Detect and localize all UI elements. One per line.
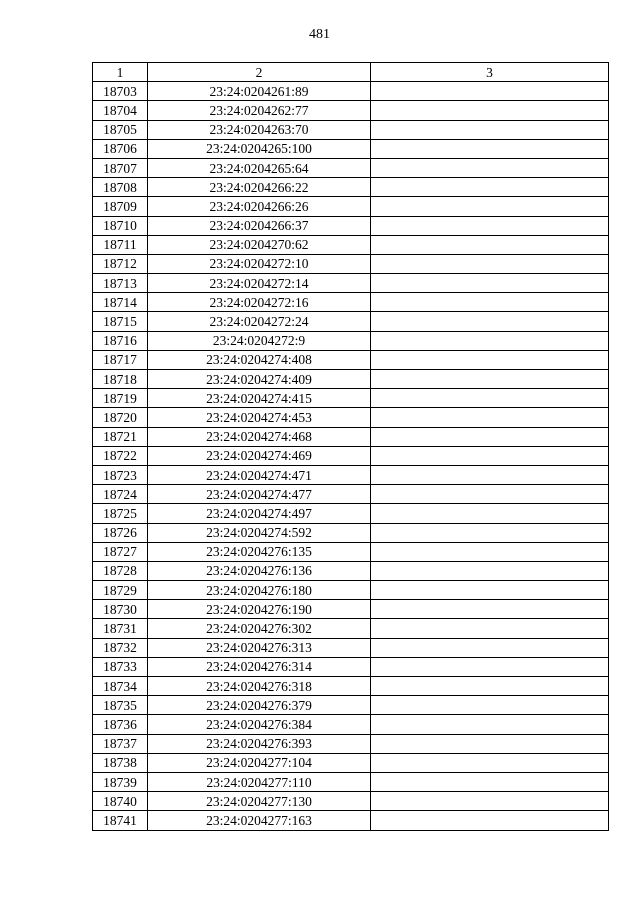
cell-number: 18717 [93,350,148,369]
cell-note [371,389,609,408]
cell-cadastral-id: 23:24:0204277:110 [148,772,371,791]
cell-note [371,619,609,638]
table-row [93,427,609,446]
cell-note [371,312,609,331]
cell-cadastral-id: 23:24:0204274:408 [148,350,371,369]
cell-number: 18736 [93,715,148,734]
table-row [93,389,609,408]
cell-note [371,178,609,197]
cell-cadastral-id: 23:24:0204274:471 [148,465,371,484]
table-row [93,465,609,484]
table-row [93,657,609,676]
table-row [93,696,609,715]
cell-note [371,696,609,715]
cell-note [371,811,609,830]
cell-cadastral-id: 23:24:0204274:468 [148,427,371,446]
cell-number: 18715 [93,312,148,331]
cell-number: 18741 [93,811,148,830]
table-row [93,197,609,216]
cell-number: 18740 [93,792,148,811]
cell-cadastral-id: 23:24:0204276:314 [148,657,371,676]
cell-number: 18719 [93,389,148,408]
cell-number: 18705 [93,120,148,139]
cell-number: 18737 [93,734,148,753]
table-row [93,139,609,158]
table-row [93,274,609,293]
cell-note [371,715,609,734]
cell-cadastral-id: 23:24:0204276:136 [148,561,371,580]
cell-note [371,158,609,177]
cell-note [371,523,609,542]
cell-cadastral-id: 23:24:0204276:384 [148,715,371,734]
cell-note [371,561,609,580]
cell-cadastral-id: 23:24:0204276:379 [148,696,371,715]
cell-number: 18734 [93,677,148,696]
page-number: 481 [309,27,330,42]
table-body [93,82,609,830]
cell-cadastral-id: 23:24:0204274:415 [148,389,371,408]
table-row [93,542,609,561]
cell-note [371,677,609,696]
cell-note [371,197,609,216]
table-row [93,638,609,657]
cell-cadastral-id: 23:24:0204265:100 [148,139,371,158]
table-row [93,811,609,830]
registry-table [92,62,609,831]
cell-cadastral-id: 23:24:0204276:190 [148,600,371,619]
cell-note [371,274,609,293]
cell-cadastral-id: 23:24:0204277:130 [148,792,371,811]
cell-note [371,734,609,753]
cell-cadastral-id: 23:24:0204274:469 [148,446,371,465]
cell-number: 18728 [93,561,148,580]
column-header-1: 1 [93,63,148,82]
table-row [93,734,609,753]
cell-cadastral-id: 23:24:0204274:497 [148,504,371,523]
table-row [93,677,609,696]
cell-note [371,792,609,811]
cell-note [371,370,609,389]
cell-number: 18703 [93,82,148,101]
cell-number: 18707 [93,158,148,177]
column-header-2: 2 [148,63,371,82]
table-row [93,600,609,619]
cell-cadastral-id: 23:24:0204276:180 [148,581,371,600]
table-row [93,753,609,772]
cell-note [371,753,609,772]
table-row [93,370,609,389]
cell-number: 18718 [93,370,148,389]
cell-number: 18724 [93,485,148,504]
table-row [93,350,609,369]
table-header [93,63,609,82]
table-row [93,158,609,177]
table-row [93,485,609,504]
cell-note [371,120,609,139]
cell-note [371,254,609,273]
cell-number: 18716 [93,331,148,350]
cell-note [371,600,609,619]
cell-note [371,235,609,254]
cell-cadastral-id: 23:24:0204276:302 [148,619,371,638]
cell-cadastral-id: 23:24:0204266:22 [148,178,371,197]
cell-cadastral-id: 23:24:0204263:70 [148,120,371,139]
cell-note [371,101,609,120]
table-row [93,82,609,101]
header-row [93,63,609,82]
cell-number: 18723 [93,465,148,484]
cell-cadastral-id: 23:24:0204272:10 [148,254,371,273]
cell-number: 18735 [93,696,148,715]
cell-cadastral-id: 23:24:0204266:37 [148,216,371,235]
cell-note [371,427,609,446]
table-row [93,331,609,350]
cell-number: 18704 [93,101,148,120]
cell-number: 18708 [93,178,148,197]
cell-cadastral-id: 23:24:0204276:313 [148,638,371,657]
table-row [93,772,609,791]
cell-cadastral-id: 23:24:0204270:62 [148,235,371,254]
cell-cadastral-id: 23:24:0204272:24 [148,312,371,331]
cell-cadastral-id: 23:24:0204274:592 [148,523,371,542]
cell-number: 18709 [93,197,148,216]
cell-note [371,216,609,235]
cell-cadastral-id: 23:24:0204276:135 [148,542,371,561]
cell-number: 18738 [93,753,148,772]
column-header-3: 3 [371,63,609,82]
table-row [93,216,609,235]
cell-number: 18727 [93,542,148,561]
table-row [93,235,609,254]
cell-number: 18711 [93,235,148,254]
cell-number: 18725 [93,504,148,523]
cell-cadastral-id: 23:24:0204272:14 [148,274,371,293]
cell-note [371,293,609,312]
table-row [93,101,609,120]
cell-note [371,772,609,791]
cell-note [371,446,609,465]
cell-cadastral-id: 23:24:0204277:104 [148,753,371,772]
cell-cadastral-id: 23:24:0204274:409 [148,370,371,389]
cell-cadastral-id: 23:24:0204266:26 [148,197,371,216]
cell-note [371,485,609,504]
cell-cadastral-id: 23:24:0204265:64 [148,158,371,177]
table-row [93,254,609,273]
cell-note [371,581,609,600]
cell-number: 18714 [93,293,148,312]
table-row [93,293,609,312]
cell-number: 18733 [93,657,148,676]
table-row [93,715,609,734]
cell-note [371,542,609,561]
cell-number: 18710 [93,216,148,235]
cell-note [371,82,609,101]
cell-cadastral-id: 23:24:0204261:89 [148,82,371,101]
cell-cadastral-id: 23:24:0204276:318 [148,677,371,696]
cell-note [371,657,609,676]
cell-number: 18729 [93,581,148,600]
table-row [93,581,609,600]
cell-number: 18726 [93,523,148,542]
cell-cadastral-id: 23:24:0204274:453 [148,408,371,427]
cell-cadastral-id: 23:24:0204276:393 [148,734,371,753]
table-row [93,178,609,197]
cell-number: 18732 [93,638,148,657]
cell-number: 18712 [93,254,148,273]
table-row [93,619,609,638]
cell-number: 18720 [93,408,148,427]
cell-number: 18722 [93,446,148,465]
cell-note [371,638,609,657]
cell-note [371,408,609,427]
cell-cadastral-id: 23:24:0204277:163 [148,811,371,830]
table-row [93,523,609,542]
cell-cadastral-id: 23:24:0204274:477 [148,485,371,504]
cell-cadastral-id: 23:24:0204272:16 [148,293,371,312]
table-row [93,312,609,331]
cell-number: 18713 [93,274,148,293]
cell-number: 18730 [93,600,148,619]
table-row [93,446,609,465]
cell-note [371,504,609,523]
table-row [93,561,609,580]
table-row [93,792,609,811]
cell-note [371,139,609,158]
cell-number: 18731 [93,619,148,638]
table-row [93,504,609,523]
cell-cadastral-id: 23:24:0204262:77 [148,101,371,120]
cell-number: 18721 [93,427,148,446]
cell-note [371,465,609,484]
cell-note [371,350,609,369]
cell-number: 18706 [93,139,148,158]
cell-cadastral-id: 23:24:0204272:9 [148,331,371,350]
table-row [93,120,609,139]
cell-note [371,331,609,350]
table-row [93,408,609,427]
cell-number: 18739 [93,772,148,791]
